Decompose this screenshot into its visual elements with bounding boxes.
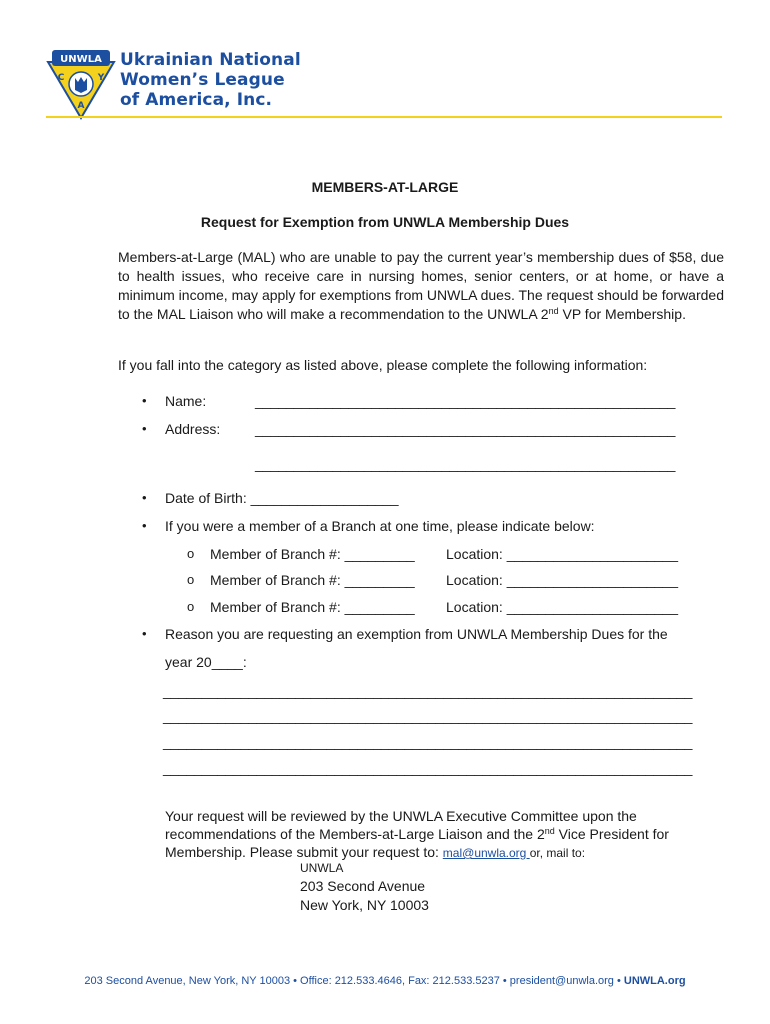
- address-field-line1[interactable]: ______________________________________________________: [255, 421, 676, 437]
- review-text-1: Your request will be reviewed by the UNWLA Executive Committee upon the recommendations of the Members-at-Large Liaison and the: [165, 808, 637, 842]
- review-text-2: Vice President for Membership. Please submit your request to:: [165, 826, 669, 860]
- reason-line-2[interactable]: ____________________________________________________________________: [163, 708, 693, 724]
- badge-letter-a: A: [77, 101, 85, 111]
- review-ordinal-sup: nd: [544, 826, 555, 836]
- intro-text: Members-at-Large (MAL) who are unable to pay the current year’s membership dues of $58, due to health issues, who receive care in nursing homes, senior centers, or at home, or have a minimum income, may apply for exemptions from UNWLA dues. The request should be forwarded to the MAL Liaison who will make a recommendation to the UNWLA: [118, 249, 724, 322]
- page-subtitle: Request for Exemption from UNWLA Membership Dues: [200, 214, 570, 230]
- review-paragraph: [165, 807, 725, 862]
- dob-label: Date of Birth:: [165, 490, 247, 506]
- intro-ordinal: 2: [540, 306, 549, 322]
- header-divider: [46, 116, 722, 118]
- page-footer: [0, 975, 770, 987]
- reason-line-3[interactable]: ____________________________________________________________________: [163, 734, 693, 750]
- branch-number-field-2[interactable]: Member of Branch #: _________: [210, 572, 415, 588]
- footer-site-link[interactable]: UNWLA.org: [623, 975, 686, 987]
- address-field-line2[interactable]: ______________________________________________________: [255, 456, 676, 472]
- reason-year-field[interactable]: year 20____:: [165, 654, 247, 670]
- bullet-icon: •: [142, 393, 147, 408]
- name-label: Name:: [165, 393, 207, 409]
- org-name-line2: Women’s League: [120, 70, 285, 90]
- branch-location-field-1[interactable]: Location: ______________________: [446, 546, 679, 562]
- dob-line[interactable]: ___________________: [250, 490, 399, 506]
- reason-label: Reason you are requesting an exemption from UNWLA Membership Dues for the: [165, 626, 668, 642]
- sub-bullet-icon: o: [187, 599, 195, 614]
- badge-letter-c: C: [57, 73, 65, 83]
- org-name-line1: Ukrainian National: [120, 50, 301, 70]
- intro-tail: VP for Membership.: [558, 306, 686, 322]
- bullet-icon: •: [142, 518, 147, 533]
- page-title: MEMBERS-AT-LARGE: [311, 179, 459, 195]
- mail-address-line1: UNWLA: [300, 861, 344, 875]
- org-name-line3: of America, Inc.: [120, 90, 273, 110]
- unwla-emblem-icon: [46, 48, 116, 120]
- reason-line-4[interactable]: ____________________________________________________________________: [163, 760, 693, 776]
- bullet-icon: •: [142, 490, 147, 505]
- branch-location-field-2[interactable]: Location: ______________________: [446, 572, 679, 588]
- email-link[interactable]: mal@unwla.org: [442, 846, 530, 860]
- branch-number-field-1[interactable]: Member of Branch #: _________: [210, 546, 415, 562]
- review-text-3: or, mail to:: [529, 846, 586, 860]
- sub-bullet-icon: o: [187, 572, 195, 587]
- name-field[interactable]: ______________________________________________________: [255, 393, 676, 409]
- bullet-icon: •: [142, 421, 147, 436]
- intro-ordinal-sup: nd: [548, 306, 559, 316]
- branch-question: If you were a member of a Branch at one time, please indicate below:: [165, 518, 595, 534]
- dob-field[interactable]: [165, 490, 399, 506]
- bullet-icon: •: [142, 626, 147, 641]
- address-label: Address:: [165, 421, 221, 437]
- org-name: [120, 50, 301, 110]
- instructions-text: If you fall into the category as listed above, please complete the following information:: [118, 357, 648, 373]
- footer-contact: 203 Second Avenue, New York, NY 10003 • Office: 212.533.4646, Fax: 212.533.5237 • president@unwla.org •: [84, 975, 624, 987]
- header-logo: [46, 44, 726, 120]
- review-ordinal: 2: [536, 826, 545, 842]
- intro-paragraph: [118, 248, 724, 324]
- reason-line-1[interactable]: ____________________________________________________________________: [163, 683, 693, 699]
- branch-location-field-3[interactable]: Location: ______________________: [446, 599, 679, 615]
- sub-bullet-icon: o: [187, 546, 195, 561]
- badge-text: UNWLA: [60, 54, 102, 65]
- badge-letter-y: Y: [97, 73, 105, 83]
- mail-address-line2: 203 Second Avenue: [300, 878, 426, 894]
- branch-number-field-3[interactable]: Member of Branch #: _________: [210, 599, 415, 615]
- mail-address-line3: New York, NY 10003: [300, 897, 429, 913]
